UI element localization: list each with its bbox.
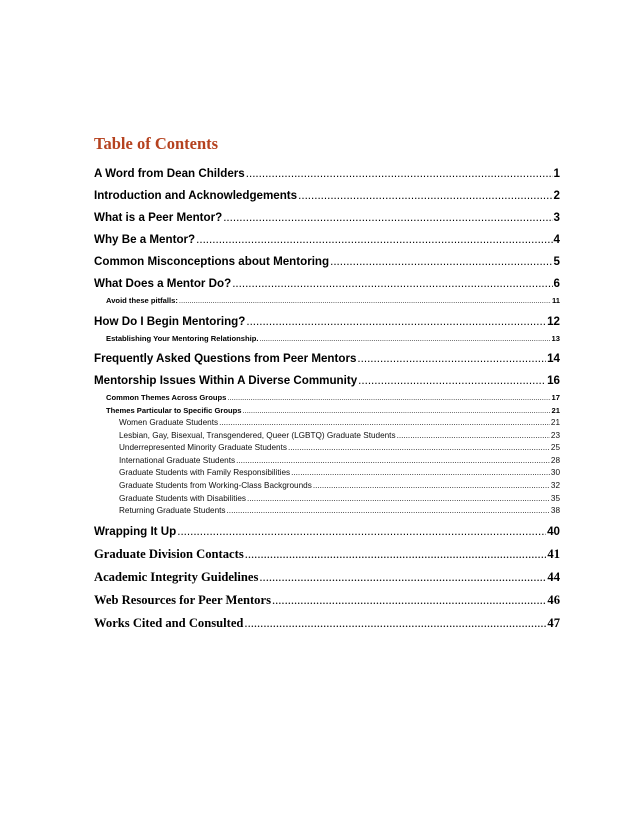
toc-entry-page: 47	[547, 615, 560, 630]
toc-entry-page: 11	[551, 296, 560, 305]
leader-dots	[397, 430, 550, 443]
toc-entry-title: Mentorship Issues Within A Diverse Community	[94, 374, 358, 387]
toc-entry-title: Works Cited and Consulted	[94, 615, 244, 630]
leader-dots	[272, 589, 546, 612]
toc-entry-page: 12	[547, 314, 560, 328]
toc-entry[interactable]	[94, 370, 560, 392]
toc-entry-page: 23	[550, 430, 560, 440]
toc-entry-page: 35	[550, 493, 560, 503]
toc-entry-title: Web Resources for Peer Mentors	[94, 592, 271, 607]
toc-entry-title: Graduate Students with Disabilities	[119, 493, 246, 503]
toc-entry-title: Returning Graduate Students	[119, 506, 226, 516]
toc-subsubentry[interactable]	[94, 505, 560, 518]
toc-entry-title: Themes Particular to Specific Groups	[106, 405, 242, 415]
toc-entry-title: Establishing Your Mentoring Relationship.	[106, 333, 259, 343]
leader-dots	[246, 163, 553, 185]
toc-subentry[interactable]	[94, 333, 560, 346]
toc-entry-page: 17	[551, 393, 560, 402]
toc-subentry[interactable]	[94, 405, 560, 418]
toc-entry-page: 40	[547, 524, 560, 538]
leader-dots	[245, 543, 547, 566]
toc-subsubentry[interactable]	[94, 480, 560, 493]
toc-entry-title: Common Themes Across Groups	[106, 393, 227, 402]
toc-subsubentry[interactable]	[94, 467, 560, 480]
leader-dots	[223, 207, 552, 229]
toc-entry[interactable]	[94, 163, 560, 185]
toc-subentry[interactable]	[94, 392, 560, 405]
toc-entry-page: 2	[553, 189, 560, 202]
leader-dots	[179, 295, 551, 308]
leader-dots	[244, 612, 546, 635]
toc-entry-title: Introduction and Acknowledgements	[94, 189, 298, 202]
toc-subsubentry[interactable]	[94, 493, 560, 506]
leader-dots	[236, 455, 550, 468]
toc-entry-page: 16	[547, 374, 560, 387]
toc-entry[interactable]	[94, 251, 560, 273]
toc-entry-title: International Graduate Students	[119, 455, 236, 465]
toc-entry-page: 32	[550, 480, 560, 490]
toc-entry-page: 38	[550, 506, 560, 516]
toc-entry[interactable]	[94, 273, 560, 295]
toc-entry-title: Lesbian, Gay, Bisexual, Transgendered, Queer (LGBTQ) Graduate Students	[119, 430, 396, 440]
toc-entry-title: Graduate Students with Family Responsibilities	[119, 468, 291, 478]
toc-entry-title: Graduate Division Contacts	[94, 546, 244, 561]
leader-dots	[196, 229, 552, 251]
toc-entry-title: Why Be a Mentor?	[94, 233, 196, 246]
toc-subsubentry[interactable]	[94, 455, 560, 468]
toc-entry-page: 5	[553, 255, 560, 268]
toc-entry[interactable]	[94, 521, 560, 543]
toc-entry-page: 3	[553, 211, 560, 224]
toc-entry-page: 6	[553, 277, 560, 290]
toc-subsubentry[interactable]	[94, 417, 560, 430]
toc-subsubentry[interactable]	[94, 442, 560, 455]
toc-entry[interactable]	[94, 207, 560, 229]
toc-entry[interactable]	[94, 311, 560, 333]
leader-dots	[246, 311, 546, 333]
toc-heading: Table of Contents	[94, 134, 219, 153]
toc-entry-page: 21	[550, 418, 560, 427]
toc-entry-title: What is a Peer Mentor?	[94, 211, 223, 224]
leader-dots	[227, 505, 550, 518]
toc-entry-page: 13	[551, 333, 560, 343]
toc-entry-title: Graduate Students from Working-Class Backgrounds	[119, 480, 312, 490]
toc-entry-title: Underrepresented Minority Graduate Students	[119, 443, 287, 453]
toc-entry-title: A Word from Dean Childers	[94, 167, 245, 180]
leader-dots	[227, 392, 550, 405]
toc-entry-title: Wrapping It Up	[94, 524, 177, 538]
leader-dots	[242, 405, 550, 418]
toc-entry[interactable]	[94, 185, 560, 207]
toc-entry-page: 1	[553, 167, 560, 180]
leader-dots	[291, 467, 550, 480]
leader-dots	[357, 348, 546, 370]
toc-entry[interactable]	[94, 566, 560, 589]
toc-entry-page: 28	[550, 455, 560, 465]
toc-entry[interactable]	[94, 348, 560, 370]
leader-dots	[358, 370, 546, 392]
toc-entry-page: 30	[550, 468, 560, 478]
leader-dots	[330, 251, 552, 273]
toc-entry-title: Academic Integrity Guidelines	[94, 569, 259, 584]
toc-entry[interactable]	[94, 229, 560, 251]
toc-entry-page: 46	[547, 592, 560, 607]
table-of-contents	[94, 134, 560, 635]
toc-entry-page: 44	[547, 569, 560, 584]
toc-entry[interactable]	[94, 589, 560, 612]
toc-entry-title: Women Graduate Students	[119, 418, 219, 427]
leader-dots	[288, 442, 550, 455]
leader-dots	[259, 566, 546, 589]
toc-subsubentry[interactable]	[94, 430, 560, 443]
leader-dots	[177, 521, 546, 543]
toc-subentry[interactable]	[94, 295, 560, 308]
toc-entry-page: 14	[547, 352, 560, 365]
leader-dots	[232, 273, 552, 295]
toc-entry[interactable]	[94, 543, 560, 566]
toc-entry-page: 25	[550, 443, 560, 453]
leader-dots	[313, 480, 550, 493]
toc-entry[interactable]	[94, 612, 560, 635]
leader-dots	[298, 185, 552, 207]
leader-dots	[247, 493, 550, 506]
toc-entry-title: How Do I Begin Mentoring?	[94, 314, 246, 328]
toc-entry-page: 21	[551, 405, 560, 415]
toc-entry-page: 41	[547, 546, 560, 561]
toc-entry-page: 4	[553, 233, 560, 246]
leader-dots	[219, 417, 550, 430]
toc-entry-title: Common Misconceptions about Mentoring	[94, 255, 330, 268]
toc-entry-title: Frequently Asked Questions from Peer Mentors	[94, 352, 357, 365]
toc-entry-title: Avoid these pitfalls:	[106, 296, 178, 305]
toc-entry-title: What Does a Mentor Do?	[94, 277, 232, 290]
leader-dots	[259, 333, 550, 346]
